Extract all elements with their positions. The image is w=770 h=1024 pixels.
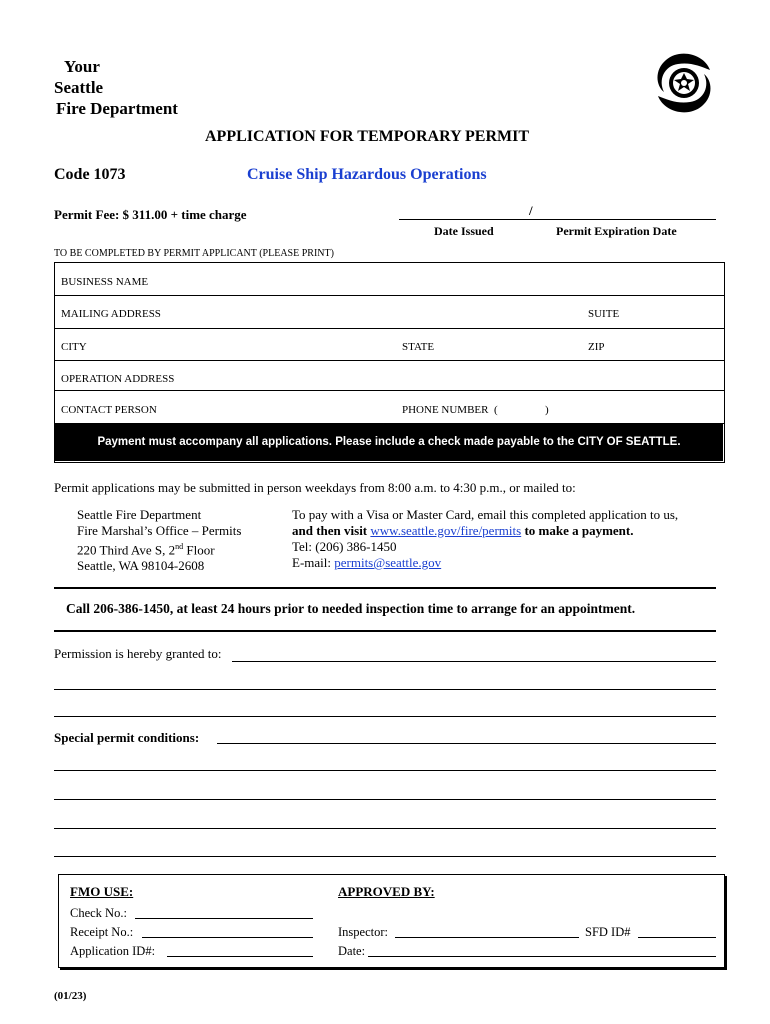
inspector-line[interactable] [395, 937, 579, 938]
address-floor-suffix: nd [175, 542, 184, 551]
operation-name: Cruise Ship Hazardous Operations [247, 166, 487, 183]
org-line-3: Fire Department [56, 99, 178, 118]
application-id-line[interactable] [167, 956, 313, 957]
application-id-label: Application ID#: [70, 944, 156, 958]
inspector-label: Inspector: [338, 925, 388, 939]
zip-field[interactable]: ZIP [588, 341, 605, 353]
business-name-field[interactable]: BUSINESS NAME [61, 276, 149, 288]
permission-line-2[interactable] [54, 689, 716, 690]
divider-top [54, 587, 716, 589]
permission-label: Permission is hereby granted to: [54, 646, 222, 661]
operation-address-field[interactable]: OPERATION ADDRESS [61, 373, 175, 385]
permits-link[interactable]: www.seattle.gov/fire/permits [370, 523, 522, 538]
mailing-address-block [77, 507, 241, 574]
address-line-1: Seattle Fire Department [77, 507, 202, 522]
mailing-address-field[interactable]: MAILING ADDRESS [61, 308, 161, 320]
approved-heading: APPROVED BY: [338, 884, 435, 899]
address-floor: Floor [183, 542, 215, 558]
email-link[interactable]: permits@seattle.gov [334, 555, 442, 570]
date-line[interactable] [399, 219, 716, 220]
city-field[interactable]: CITY [61, 341, 87, 353]
address-line-3 [77, 539, 241, 558]
receipt-no-label: Receipt No.: [70, 925, 134, 939]
pay-line-1: To pay with a Visa or Master Card, email this completed application to us, [292, 507, 679, 522]
expiration-date-label: Permit Expiration Date [556, 224, 677, 238]
pay-email-line [292, 555, 678, 571]
payment-info-block [292, 507, 678, 571]
payment-banner: Payment must accompany all applications. Please include a check made payable to the CITY OF SEATTLE. [55, 423, 723, 461]
approval-date-line[interactable] [368, 956, 716, 957]
special-line-1[interactable] [217, 743, 716, 744]
suite-field[interactable]: SUITE [588, 308, 620, 320]
permit-fee: Permit Fee: $ 311.00 + time charge [54, 207, 247, 222]
pay-tel: Tel: (206) 386-1450 [292, 539, 397, 554]
permit-code: Code 1073 [54, 166, 126, 183]
special-conditions-label: Special permit conditions: [54, 730, 200, 745]
phone-close-paren: ) [545, 404, 549, 416]
pay-visit-text: and then visit [292, 523, 371, 538]
special-line-5[interactable] [54, 856, 716, 857]
special-line-4[interactable] [54, 828, 716, 829]
receipt-no-line[interactable] [142, 937, 313, 938]
phone-number-field[interactable]: PHONE NUMBER ( [402, 404, 498, 416]
address-line-2: Fire Marshal’s Office – Permits [77, 523, 242, 538]
permission-line-3[interactable] [54, 716, 716, 717]
seattle-logo-icon [652, 48, 716, 118]
pay-line-2 [292, 523, 678, 539]
applicant-note: TO BE COMPLETED BY PERMIT APPLICANT (PLEASE PRINT) [54, 248, 334, 259]
pay-suffix-text: to make a payment. [521, 523, 634, 538]
address-line-4: Seattle, WA 98104-2608 [77, 558, 205, 574]
date-issued-label: Date Issued [434, 224, 494, 238]
submit-instructions: Permit applications may be submitted in person weekdays from 8:00 a.m. to 4:30 p.m., or mailed to: [54, 480, 576, 495]
date-label: Date: [338, 944, 366, 958]
divider-bottom [54, 630, 716, 632]
sfd-id-line[interactable] [638, 937, 716, 938]
address-street: 220 Third Ave S, 2 [77, 542, 176, 558]
org-line-2: Seattle [54, 78, 104, 97]
sfd-id-label: SFD ID# [585, 925, 631, 939]
state-field[interactable]: STATE [402, 341, 435, 353]
permission-line-1[interactable] [232, 661, 716, 662]
page-title: APPLICATION FOR TEMPORARY PERMIT [205, 128, 530, 145]
check-no-line[interactable] [135, 918, 313, 919]
check-no-label: Check No.: [70, 906, 127, 920]
call-notice: Call 206-386-1450, at least 24 hours prior to needed inspection time to arrange for an appointment. [66, 601, 636, 616]
contact-person-field[interactable]: CONTACT PERSON [61, 404, 157, 416]
date-separator: / [529, 203, 533, 218]
special-line-3[interactable] [54, 799, 716, 800]
fmo-heading: FMO USE: [70, 884, 134, 899]
revision-date: (01/23) [54, 990, 87, 1002]
email-label: E-mail: [292, 555, 335, 570]
org-line-1: Your [64, 57, 100, 76]
special-line-2[interactable] [54, 770, 716, 771]
